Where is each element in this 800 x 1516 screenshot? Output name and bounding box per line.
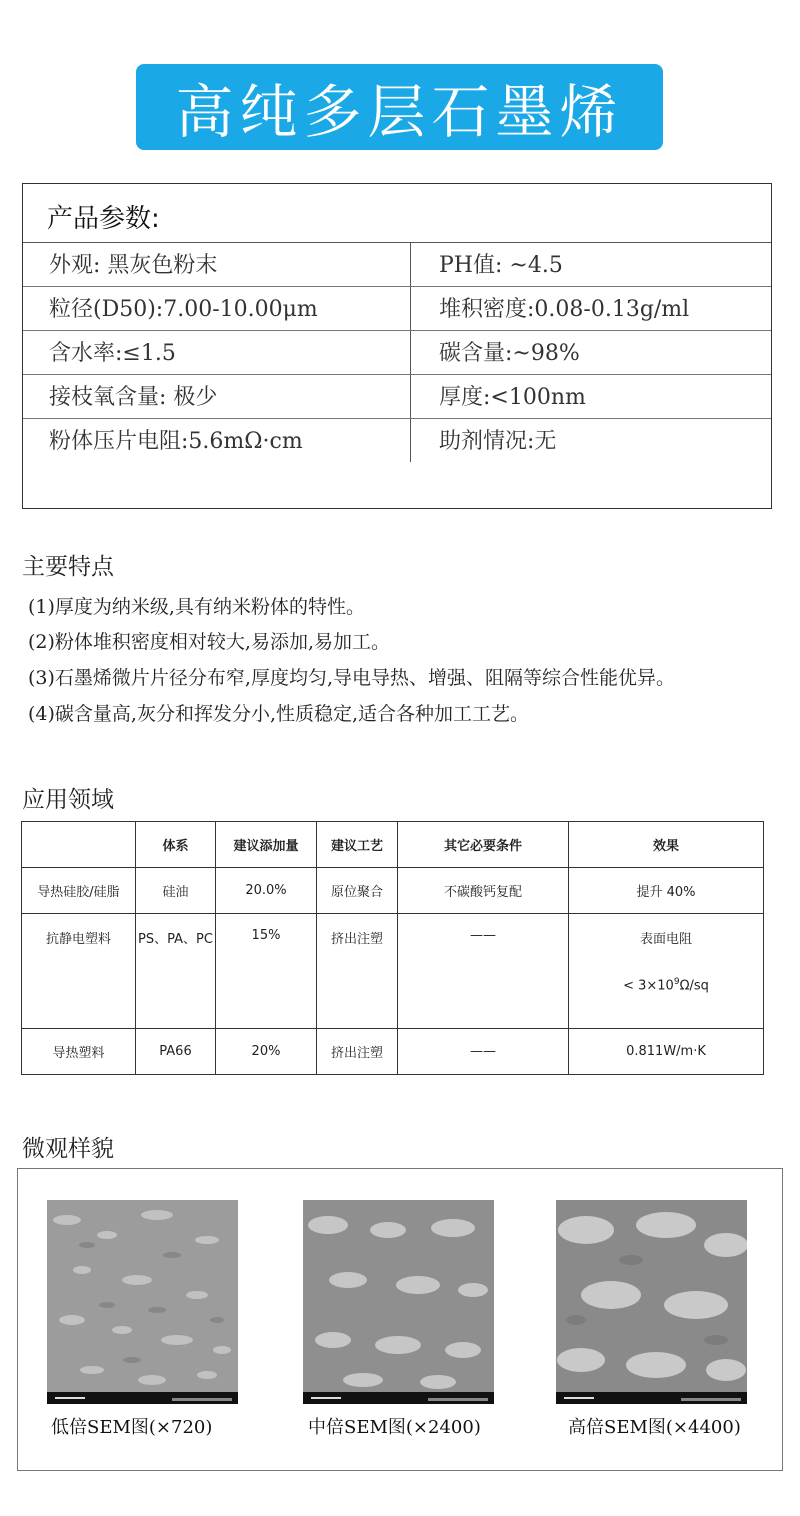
cell-amount: 20.0% <box>216 868 317 914</box>
table-header: 体系 <box>136 822 216 868</box>
sem-scalebar <box>47 1392 238 1404</box>
table-row <box>22 914 764 1029</box>
divider <box>23 330 771 331</box>
param-right: 厚度:<100nm <box>439 385 586 410</box>
cell-condition: 不碳酸钙复配 <box>398 868 569 914</box>
cell-condition: —— <box>398 1029 569 1075</box>
table-row <box>22 1029 764 1075</box>
param-right: 堆积密度:0.08-0.13g/ml <box>439 297 690 322</box>
cell-field: 导热塑料 <box>22 1029 136 1075</box>
features-title: 主要特点 <box>22 554 114 580</box>
param-right: PH值: ~4.5 <box>439 253 563 278</box>
table-header-row <box>22 822 764 868</box>
effect-unit: Ω/sq <box>679 978 709 994</box>
param-left: 外观: 黑灰色粉末 <box>49 253 218 278</box>
cell-process: 挤出注塑 <box>317 1029 398 1075</box>
sem-texture <box>556 1200 747 1404</box>
param-right: 助剂情况:无 <box>439 429 557 454</box>
sem-caption: 中倍SEM图(×2400) <box>308 1417 481 1438</box>
feature-item: (1)厚度为纳米级,具有纳米粉体的特性。 <box>28 596 365 618</box>
cell-amount: 15% <box>216 914 317 1029</box>
cell-effect <box>569 914 764 1029</box>
feature-item: (4)碳含量高,灰分和挥发分小,性质稳定,适合各种加工工艺。 <box>28 703 530 725</box>
param-left: 含水率:≤1.5 <box>49 341 176 366</box>
divider <box>23 418 771 419</box>
divider <box>23 374 771 375</box>
sem-caption: 高倍SEM图(×4400) <box>568 1417 741 1438</box>
sem-image-mid <box>303 1200 494 1404</box>
applications-title: 应用领域 <box>22 787 114 813</box>
param-row <box>23 376 771 420</box>
title-banner <box>136 64 663 150</box>
param-row <box>23 332 771 376</box>
applications-table <box>21 821 764 1075</box>
params-title: 产品参数: <box>47 204 160 234</box>
cell-effect: 提升 40% <box>569 868 764 914</box>
page-title: 高纯多层石墨烯 <box>175 78 624 146</box>
sem-texture <box>47 1200 238 1404</box>
effect-exponent: 9 <box>673 977 680 987</box>
sem-image-high <box>556 1200 747 1404</box>
effect-line: 表面电阻 <box>639 932 692 947</box>
micro-title: 微观样貌 <box>22 1136 114 1162</box>
cell-effect: 0.811W/m·K <box>569 1029 764 1075</box>
cell-amount: 20% <box>216 1029 317 1075</box>
sem-gallery <box>17 1168 783 1471</box>
table-header <box>22 822 136 868</box>
cell-process: 挤出注塑 <box>317 914 398 1029</box>
param-left: 粉体压片电阻:5.6mΩ·cm <box>49 429 303 454</box>
param-left: 粒径(D50):7.00-10.00μm <box>49 297 318 322</box>
params-table <box>22 183 772 509</box>
table-header: 其它必要条件 <box>398 822 569 868</box>
divider <box>23 286 771 287</box>
param-row <box>23 244 771 288</box>
sem-caption: 低倍SEM图(×720) <box>51 1417 213 1438</box>
table-header: 建议添加量 <box>216 822 317 868</box>
feature-item: (3)石墨烯微片片径分布窄,厚度均匀,导电导热、增强、阻隔等综合性能优异。 <box>28 667 675 689</box>
feature-item: (2)粉体堆积密度相对较大,易添加,易加工。 <box>28 631 390 653</box>
sem-scalebar <box>556 1392 747 1404</box>
sem-texture <box>303 1200 494 1404</box>
cell-condition: —— <box>398 914 569 1029</box>
sem-image-low <box>47 1200 238 1404</box>
cell-system: PS、PA、PC <box>136 914 216 1029</box>
effect-value: < 3×10 <box>623 978 674 994</box>
param-row <box>23 288 771 332</box>
param-right: 碳含量:~98% <box>439 341 580 366</box>
cell-system: 硅油 <box>136 868 216 914</box>
table-header: 建议工艺 <box>317 822 398 868</box>
cell-process: 原位聚合 <box>317 868 398 914</box>
param-left: 接枝氧含量: 极少 <box>49 385 218 410</box>
effect-line <box>569 977 763 993</box>
cell-system: PA66 <box>136 1029 216 1075</box>
cell-field: 导热硅胶/硅脂 <box>22 868 136 914</box>
param-row <box>23 420 771 464</box>
cell-field: 抗静电塑料 <box>22 914 136 1029</box>
table-row <box>22 868 764 914</box>
sem-scalebar <box>303 1392 494 1404</box>
table-header: 效果 <box>569 822 764 868</box>
divider <box>23 242 771 243</box>
